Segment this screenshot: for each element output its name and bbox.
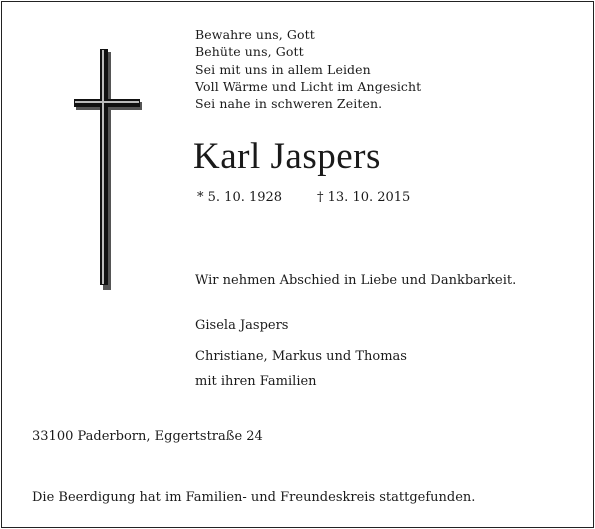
cross-icon — [73, 48, 143, 294]
mourner-children: Christiane, Markus und Thomas — [195, 349, 407, 364]
birth-date: * 5. 10. 1928 — [197, 190, 283, 205]
deceased-name: Karl Jaspers — [193, 136, 381, 177]
farewell-text: Wir nehmen Abschied in Liebe und Dankbarkeit. — [195, 273, 517, 288]
poem — [195, 26, 421, 112]
funeral-note: Die Beerdigung hat im Familien- und Freundeskreis stattgefunden. — [32, 490, 476, 505]
poem-line: Voll Wärme und Licht im Angesicht — [195, 78, 422, 94]
address: 33100 Paderborn, Eggertstraße 24 — [32, 429, 263, 444]
mourner-spouse: Gisela Jaspers — [195, 318, 289, 333]
poem-line: Sei nahe in schweren Zeiten. — [195, 96, 383, 112]
poem-line: Bewahre uns, Gott — [195, 27, 315, 42]
poem-line: Sei mit uns in allem Leiden — [195, 61, 371, 77]
death-date: † 13. 10. 2015 — [317, 190, 411, 205]
poem-line: Behüte uns, Gott — [195, 44, 304, 60]
mourner-families: mit ihren Familien — [195, 374, 317, 389]
